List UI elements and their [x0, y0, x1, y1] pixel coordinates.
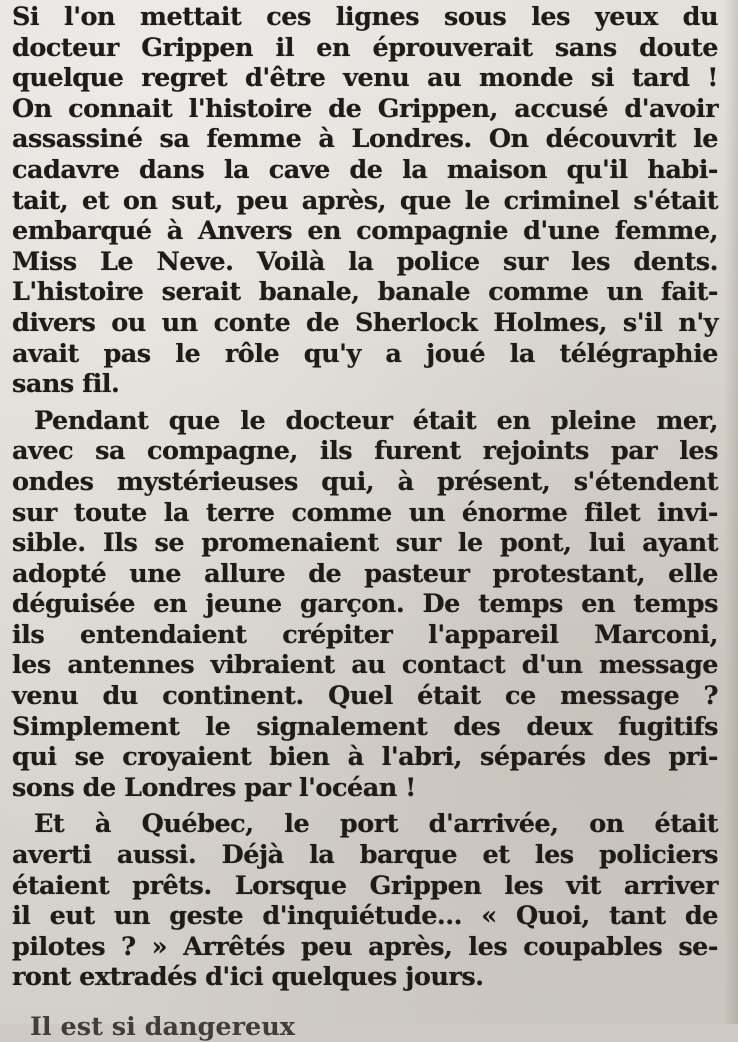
text-line: Et à Québec, le port d'arrivée, on était	[34, 809, 718, 840]
paragraph-1	[12, 2, 718, 400]
text-line: sans fil.	[12, 369, 120, 400]
text-line: pilotes ? » Arrêtés peu après, les coupables se-	[12, 931, 718, 962]
text-line: docteur Grippen il en éprouverait sans doute	[12, 32, 718, 63]
text-line: Miss Le Neve. Voilà la police sur les dents.	[12, 246, 718, 277]
text-line: Simplement le signalement des deux fugitifs	[12, 711, 718, 742]
paper-edge-shadow	[724, 0, 738, 1024]
text-line: sur toute la terre comme un énorme filet invi-	[12, 497, 718, 528]
text-line: ront extradés d'ici quelques jours.	[12, 962, 484, 993]
text-line: avec sa compagne, ils furent rejoints par les	[12, 436, 718, 467]
article-column	[12, 2, 718, 993]
text-line: Si l'on mettait ces lignes sous les yeux du	[12, 2, 718, 32]
text-line: ils entendaient crépiter l'appareil Marconi,	[12, 619, 718, 650]
cutoff-line: Il est si dangereux	[30, 1012, 295, 1042]
text-line: ondes mystérieuses qui, à présent, s'étendent	[12, 466, 718, 497]
text-line: L'histoire serait banale, banale comme un fait-	[12, 277, 718, 308]
text-line: sons de Londres par l'océan !	[12, 772, 416, 803]
text-line: embarqué à Anvers en compagnie d'une femme,	[12, 216, 718, 247]
text-line: Pendant que le docteur était en pleine mer,	[34, 405, 718, 436]
text-line: quelque regret d'être venu au monde si tard !	[12, 63, 718, 94]
paragraph-3	[12, 809, 718, 993]
text-line: déguisée en jeune garçon. De temps en temps	[12, 589, 718, 620]
text-line: il eut un geste d'inquiétude... « Quoi, tant de	[12, 901, 718, 932]
text-line: adopté une allure de pasteur protestant, elle	[12, 558, 718, 589]
text-line: venu du continent. Quel était ce message ?	[12, 681, 718, 712]
text-line: assassiné sa femme à Londres. On découvrit le	[12, 124, 718, 155]
text-line: tait, et on sut, peu après, que le criminel s'était	[12, 185, 718, 216]
text-line: On connait l'histoire de Grippen, accusé d'avoir	[12, 93, 718, 124]
text-line: averti aussi. Déjà la barque et les policiers	[12, 840, 718, 871]
text-line: cadavre dans la cave de la maison qu'il habi-	[12, 154, 718, 185]
text-line: qui se croyaient bien à l'abri, séparés des pri-	[12, 742, 718, 773]
text-line: divers ou un conte de Sherlock Holmes, s'il n'y	[12, 307, 718, 338]
text-line: sible. Ils se promenaient sur le pont, lui ayant	[12, 528, 718, 559]
text-line: avait pas le rôle qu'y a joué la télégraphie	[12, 338, 718, 369]
text-line: étaient prêts. Lorsque Grippen les vit arriver	[12, 870, 718, 901]
text-line: les antennes vibraient au contact d'un message	[12, 650, 718, 681]
paragraph-2	[12, 406, 718, 804]
